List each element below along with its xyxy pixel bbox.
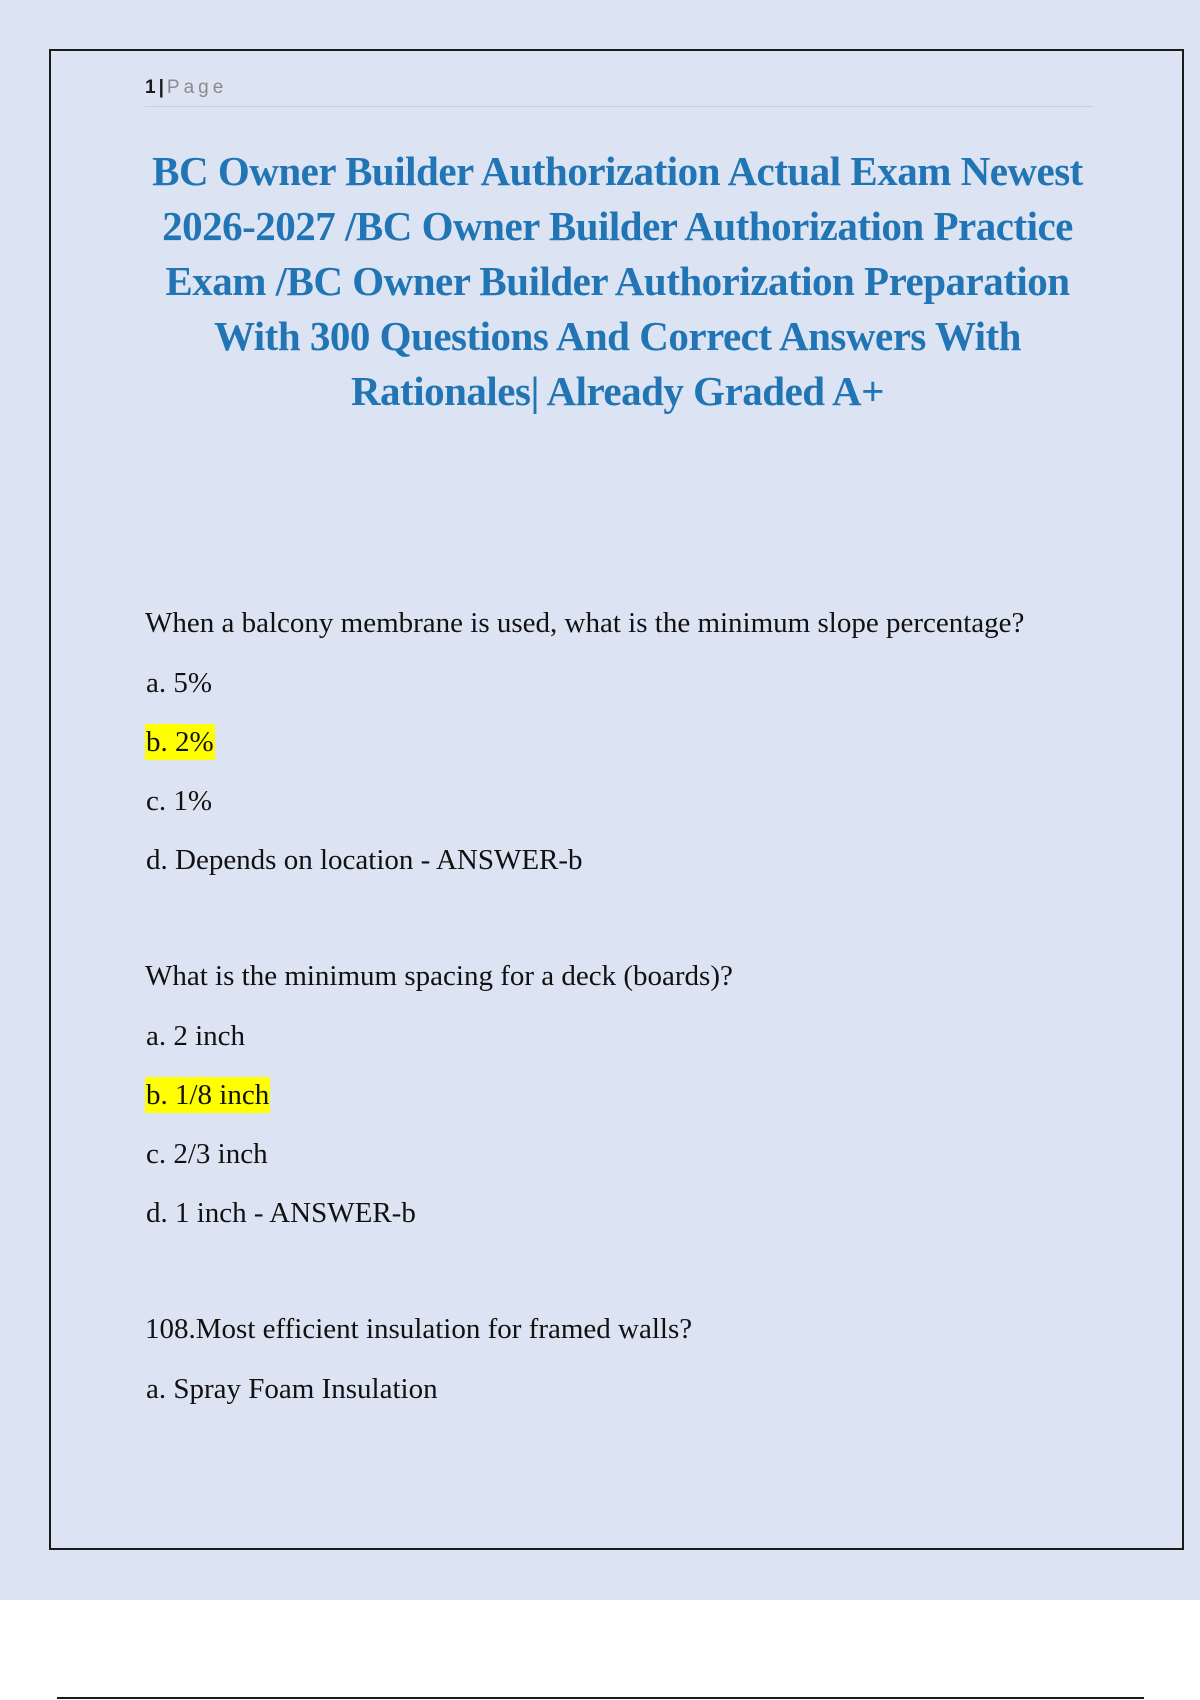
answer-option: a. 5% — [146, 667, 213, 699]
document-title: BC Owner Builder Authorization Actual Exam Newest 2026-2027 /BC Owner Builder Authorization Practice Exam /BC Owner Builder Authorization Preparation With 300 Questions And Correct Answers With Rationales| Already Graded A+ — [152, 148, 1083, 414]
question-block — [145, 955, 1105, 1251]
answer-option: a. 2 inch — [146, 1020, 246, 1052]
page-number: 1 — [145, 77, 156, 98]
answer-option: c. 1% — [146, 785, 213, 817]
question-block — [145, 1308, 1105, 1427]
answer-option: c. 2/3 inch — [146, 1138, 268, 1170]
answer-option-highlighted: b. 2% — [146, 726, 214, 758]
answer-option: a. Spray Foam Insulation — [146, 1373, 438, 1405]
page-label: Page — [166, 77, 228, 98]
question-text: What is the minimum spacing for a deck (boards)? — [145, 960, 733, 992]
answer-option: d. Depends on location - ANSWER-b — [146, 844, 583, 876]
answer-option-highlighted: b. 1/8 inch — [146, 1079, 270, 1111]
question-block — [145, 602, 1105, 898]
page-header — [145, 74, 1093, 107]
question-text: 108.Most efficient insulation for framed walls? — [145, 1313, 693, 1345]
questions-list — [145, 602, 1105, 1484]
question-text: When a balcony membrane is used, what is the minimum slope percentage? — [145, 607, 1025, 639]
page-separator: | — [158, 77, 164, 98]
answer-option: d. 1 inch - ANSWER-b — [146, 1197, 416, 1229]
footer-divider — [57, 1697, 1144, 1699]
